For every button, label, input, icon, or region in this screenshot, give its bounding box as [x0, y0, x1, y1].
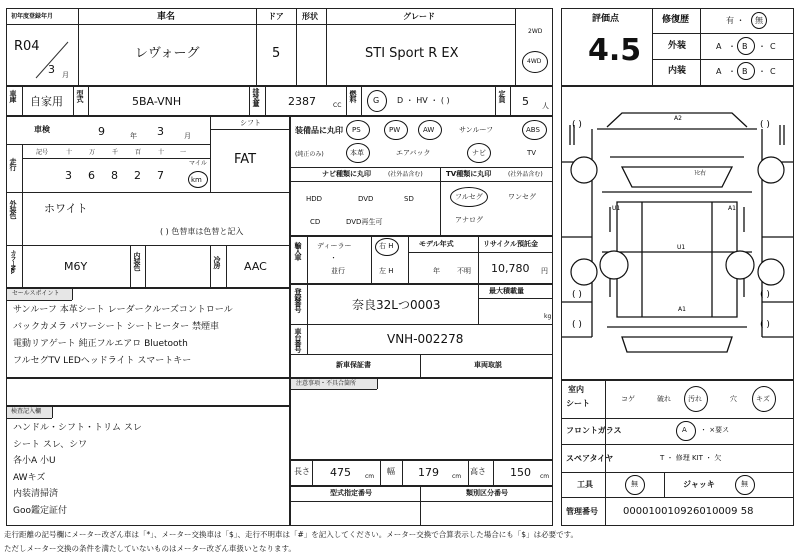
seat-label-2: シート: [566, 399, 590, 408]
grade-label: グレード: [403, 12, 435, 21]
interior-grade-label: 内装: [668, 66, 687, 76]
equip-navi: ナビ: [472, 149, 486, 157]
exterior-grade-a: A: [716, 42, 722, 51]
navi-dvd-play: DVD再生可: [346, 218, 383, 226]
inspector-line: シート スレ、シワ: [13, 439, 88, 450]
import-label: 輸入車: [294, 242, 302, 260]
mileage-digit: 2: [134, 169, 141, 182]
equip-pw: PW: [389, 126, 401, 134]
type-number-label: 型式指定番号: [330, 489, 372, 497]
navi-cd: CD: [310, 218, 321, 226]
max-load-label: 最大積載量: [489, 287, 524, 295]
mileage-digit: 6: [88, 169, 95, 182]
footer-line-2: ただしメーター交換の条件を満たしていないものはメーター改ざん車扱いとなります。: [4, 544, 296, 553]
seat-tear: 破れ: [657, 395, 671, 403]
equip-leather: 本革: [350, 149, 364, 157]
door-count: 5: [272, 46, 281, 61]
equip-tv: TV: [527, 149, 537, 157]
damage-label-u1-center: U1: [677, 244, 686, 251]
grade: STI Sport R EX: [365, 46, 459, 61]
damage-label-a2: A2: [674, 115, 682, 122]
exterior-grade-dot2: ・: [758, 42, 766, 51]
max-load-unit: kg: [544, 313, 552, 320]
car-diagram: [562, 87, 793, 379]
mgmt-label: 管理番号: [566, 507, 598, 516]
equipment-title: 装備品に丸印: [295, 126, 343, 135]
exterior-color: ホワイト: [44, 202, 88, 215]
exterior-grade-label: 外装: [668, 41, 687, 51]
sales-point-line: サンルーフ 本革シート レーダークルーズコントロール: [13, 305, 233, 315]
mgmt-number: 000010010926010009 58: [623, 506, 754, 517]
inspector-line: Goo鑑定証付: [13, 505, 67, 516]
first-reg-label: 初年度登録年月: [11, 13, 54, 20]
spare-label: スペアタイヤ: [566, 454, 614, 463]
drive-4wd: 4WD: [527, 58, 542, 65]
tools-value: 無: [631, 480, 638, 488]
class-number-label: 類別区分番号: [466, 489, 508, 497]
seat-scratch: キズ: [756, 395, 770, 403]
mileage-digit: 7: [157, 169, 164, 182]
interior-grade-c: C: [770, 67, 776, 76]
width-label: 幅: [387, 467, 395, 476]
recycle-yen: 円: [541, 267, 548, 275]
car-name: レヴォーグ: [135, 46, 200, 61]
tv-oneseg: ワンセグ: [508, 193, 536, 201]
length-value: 475: [330, 466, 351, 479]
repair-label: 修復歴: [662, 15, 690, 25]
capacity-unit: 人: [542, 102, 549, 110]
svg-text:( ): ( ): [572, 320, 582, 330]
shape-label: 形状: [302, 12, 318, 21]
equip-sunroof: サンルーフ: [459, 126, 494, 134]
mileage-unit-label: 一: [180, 149, 187, 156]
damage-label-a1-right: A1: [728, 205, 736, 212]
interior-color-label: 内装色: [133, 252, 141, 270]
navi-note: (社外品含む): [388, 171, 423, 178]
navi-dvd: DVD: [358, 195, 374, 203]
interior-grade-a: A: [716, 67, 722, 76]
tools-label: 工具: [577, 480, 593, 489]
model-year-label: モデル年式: [419, 240, 454, 248]
sales-point-line: バックカメラ パワーシート シートヒーター 禁煙車: [13, 322, 220, 332]
ac-label: 冷房: [213, 256, 221, 268]
registration-plate: 奈良32Lつ0003: [352, 298, 441, 312]
svg-text:( ): ( ): [760, 320, 770, 330]
interior-grade-b: B: [742, 67, 748, 76]
svg-text:( ): ( ): [760, 290, 770, 300]
navi-hdd: HDD: [306, 195, 323, 203]
glass-a: A: [682, 426, 687, 434]
mileage-unit-label: 十: [66, 149, 73, 156]
svg-text:( ): ( ): [760, 120, 770, 130]
damage-label-a1-rear: A1: [678, 306, 686, 313]
model-year-unknown: 不明: [457, 267, 471, 275]
seat-label-1: 室内: [568, 385, 584, 394]
footer-line-1: 走行距離の記号欄にメーター改ざん車は「*」、メーター交換車は「$」、走行不明車は「#」を記入してください。メーター交換で合算表示した場合にも「$」は必要です。: [4, 530, 578, 539]
recycle-value: 10,780: [491, 262, 530, 275]
sales-point-line: フルセグTV LEDヘッドライト スマートキー: [13, 356, 192, 366]
mileage-digit: 8: [111, 169, 118, 182]
height-value: 150: [510, 466, 531, 479]
mileage-label: 走行: [9, 158, 17, 170]
mileage-unit-label: 十: [158, 149, 165, 156]
door-label: ドア: [268, 12, 284, 21]
warranty-label: 新車保証書: [336, 361, 371, 369]
shift-value: FAT: [234, 152, 257, 167]
spare-options: T ・ 修理 KIT ・ 欠: [660, 454, 722, 462]
exterior-grade-c: C: [770, 42, 776, 51]
seat-hole: 穴: [730, 395, 737, 403]
svg-text:( ): ( ): [572, 120, 582, 130]
height-unit: cm: [540, 473, 550, 480]
equip-ps: PS: [352, 126, 361, 134]
displacement-label: 排気量: [252, 88, 260, 106]
import-parallel: 並行: [331, 267, 345, 275]
fuel-g: G: [373, 96, 380, 105]
km-unit: km: [191, 176, 202, 184]
tv-note: (社外品含む): [508, 171, 543, 178]
inspection-month: 3: [157, 125, 164, 138]
width-unit: cm: [452, 473, 462, 480]
color-no: M6Y: [64, 260, 88, 273]
capacity-value: 5: [522, 95, 529, 108]
inspection-year: 9: [98, 125, 105, 138]
jack-value: 無: [741, 480, 748, 488]
seat-stain: 汚れ: [688, 395, 702, 403]
model-year-unit: 年: [433, 267, 440, 275]
damage-label-hood-right: ﾄﾋ右: [694, 170, 707, 177]
svg-text:( ): ( ): [572, 290, 582, 300]
navi-header: ナビ種類に丸印: [322, 170, 371, 178]
inspector-line: 内装清掃済: [13, 489, 59, 499]
registration-label: 登録番号: [294, 288, 302, 312]
inspector-label: 検査記入欄: [11, 408, 42, 415]
inspector-line: 各小A 小U: [13, 456, 56, 466]
exterior-grade-b: B: [742, 42, 748, 51]
repaint-note: ( ) 色替車は色替と記入: [160, 227, 244, 236]
equip-abs: ABS: [526, 126, 540, 134]
tv-header: TV種類に丸印: [446, 170, 492, 178]
height-label: 高さ: [470, 467, 486, 476]
fuel-label: 燃料: [349, 90, 357, 102]
inspection-month-unit: 月: [184, 132, 191, 140]
left-h: 左 H: [379, 267, 394, 275]
mileage-unit-label: 千: [112, 149, 119, 156]
sales-points-label: セールスポイント: [12, 290, 60, 297]
glass-label: フロントガラス: [566, 426, 622, 435]
fuel-others: D ・ HV ・ ( ): [397, 96, 450, 105]
mile-label: マイル: [189, 160, 207, 167]
first-reg-month: 3: [48, 63, 55, 76]
model-label: 型式: [76, 90, 84, 102]
navi-sd: SD: [404, 195, 414, 203]
mileage-digit: 3: [65, 169, 72, 182]
mileage-unit-label: 記号: [36, 149, 49, 156]
repair-options: 有 ・: [726, 16, 745, 25]
recycle-label: リサイクル預託金: [483, 240, 539, 248]
equip-aw: AW: [423, 126, 435, 134]
length-label: 長さ: [294, 467, 310, 476]
import-dot: ・: [330, 254, 337, 262]
first-reg-month-unit: 月: [62, 71, 69, 79]
inspection-year-unit: 年: [130, 132, 137, 140]
equip-airbag: エアバック: [396, 149, 431, 157]
interior-grade-dot: ・: [728, 67, 736, 76]
equipment-subtitle: (純正のみ): [295, 151, 324, 158]
repair-selected: 無: [755, 16, 763, 25]
model-value: 5BA-VNH: [132, 95, 182, 108]
damage-label-u1-left: U1: [612, 205, 621, 212]
drive-2wd: 2WD: [528, 28, 543, 35]
glass-rest: ・ ×要ス: [700, 426, 730, 434]
interior-grade-dot2: ・: [758, 67, 766, 76]
blank-row: [6, 378, 290, 406]
length-unit: cm: [365, 473, 375, 480]
mileage-unit-label: 百: [135, 149, 142, 156]
seat-burn: コゲ: [621, 395, 635, 403]
chassis-label: 車台番号: [294, 328, 302, 352]
chassis-number: VNH-002278: [387, 332, 464, 346]
score: 4.5: [588, 33, 642, 68]
notes-block: [290, 378, 553, 460]
shift-label: シフト: [240, 119, 261, 127]
mileage-unit-label: 万: [89, 149, 96, 156]
import-dealer: ディーラー: [317, 242, 352, 250]
jack-label: ジャッキ: [683, 480, 715, 489]
use-label: 車庫: [9, 90, 17, 102]
exterior-color-label: 外装色: [9, 200, 17, 218]
displacement-value: 2387: [288, 95, 316, 108]
inspector-line: ハンドル・シフト・トリム スレ: [13, 423, 142, 433]
manual-label: 車両取説: [474, 361, 502, 369]
inspection-label: 車検: [34, 125, 50, 134]
car-name-label: 車名: [157, 12, 176, 22]
right-h: 右 H: [379, 242, 394, 250]
exterior-grade-dot: ・: [728, 42, 736, 51]
capacity-label: 定員: [498, 90, 506, 102]
inspector-line: AWキズ: [13, 472, 46, 483]
ac-value: AAC: [244, 260, 267, 273]
cc-unit: CC: [333, 102, 342, 109]
tv-analog: アナログ: [455, 216, 483, 224]
sales-point-line: 電動リアゲート 純正フルエアロ Bluetooth: [13, 339, 188, 349]
score-label: 評価点: [592, 14, 620, 24]
first-reg-era: R04: [14, 39, 40, 54]
width-value: 179: [418, 466, 439, 479]
color-no-label: カラーNo.: [9, 250, 16, 274]
use-value: 自家用: [30, 95, 63, 108]
tv-fullseg: フルセグ: [455, 193, 483, 201]
notes-label: 注意事項・不具合箇所: [296, 380, 357, 387]
